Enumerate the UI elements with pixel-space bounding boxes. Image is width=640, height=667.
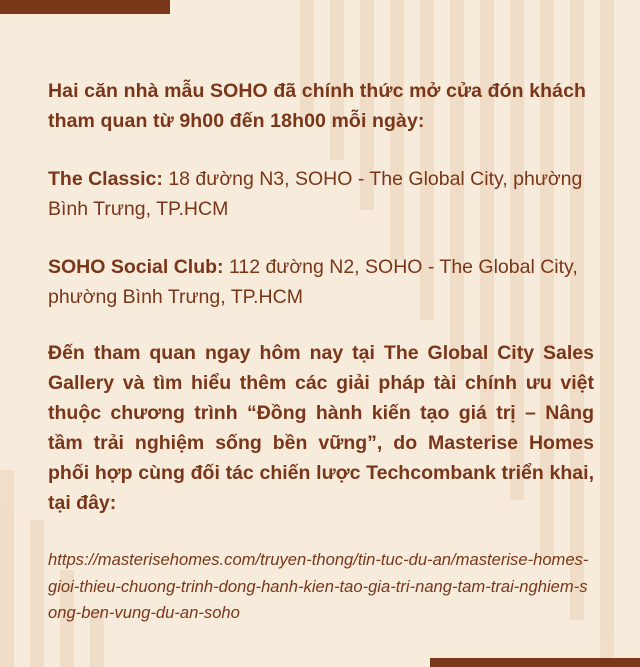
top-accent-bar <box>0 0 170 14</box>
venue-soho-social-club <box>48 252 594 312</box>
venue-address: 112 đường N2, SOHO - The Global City, phường Bình Trưng, TP.HCM <box>48 256 578 308</box>
program-link[interactable]: https://masterisehomes.com/truyen-thong/tin-tuc-du-an/masterise-homes-gioi-thieu-chuong-trinh-dong-hanh-kien-tao-gia-tri-nang-tam-trai-nghiem-song-ben-vung-du-an-soho <box>48 550 589 622</box>
invitation-text: Đến tham quan ngay hôm nay tại The Global City Sales Gallery và tìm hiểu thêm các giải pháp tài chính ưu việt thuộc chương trình “Đồng hành kiến tạo giá trị – Nâng tầm trải nghiệm sống bền vững”, do Masterise Homes phối hợp cùng đối tác chiến lược Techcombank triển khai, tại đây: <box>48 342 594 514</box>
venue-name: The Classic: <box>48 168 163 190</box>
venue-the-classic <box>48 164 594 224</box>
intro-text: Hai căn nhà mẫu SOHO đã chính thức mở cửa đón khách tham quan từ 9h00 đến 18h00 mỗi ngày: <box>48 80 587 132</box>
info-content <box>48 76 594 627</box>
venue-name: SOHO Social Club: <box>48 256 224 278</box>
bottom-accent-bar <box>430 658 640 667</box>
venue-address: 18 đường N3, SOHO - The Global City, phường Bình Trưng, TP.HCM <box>48 168 583 220</box>
